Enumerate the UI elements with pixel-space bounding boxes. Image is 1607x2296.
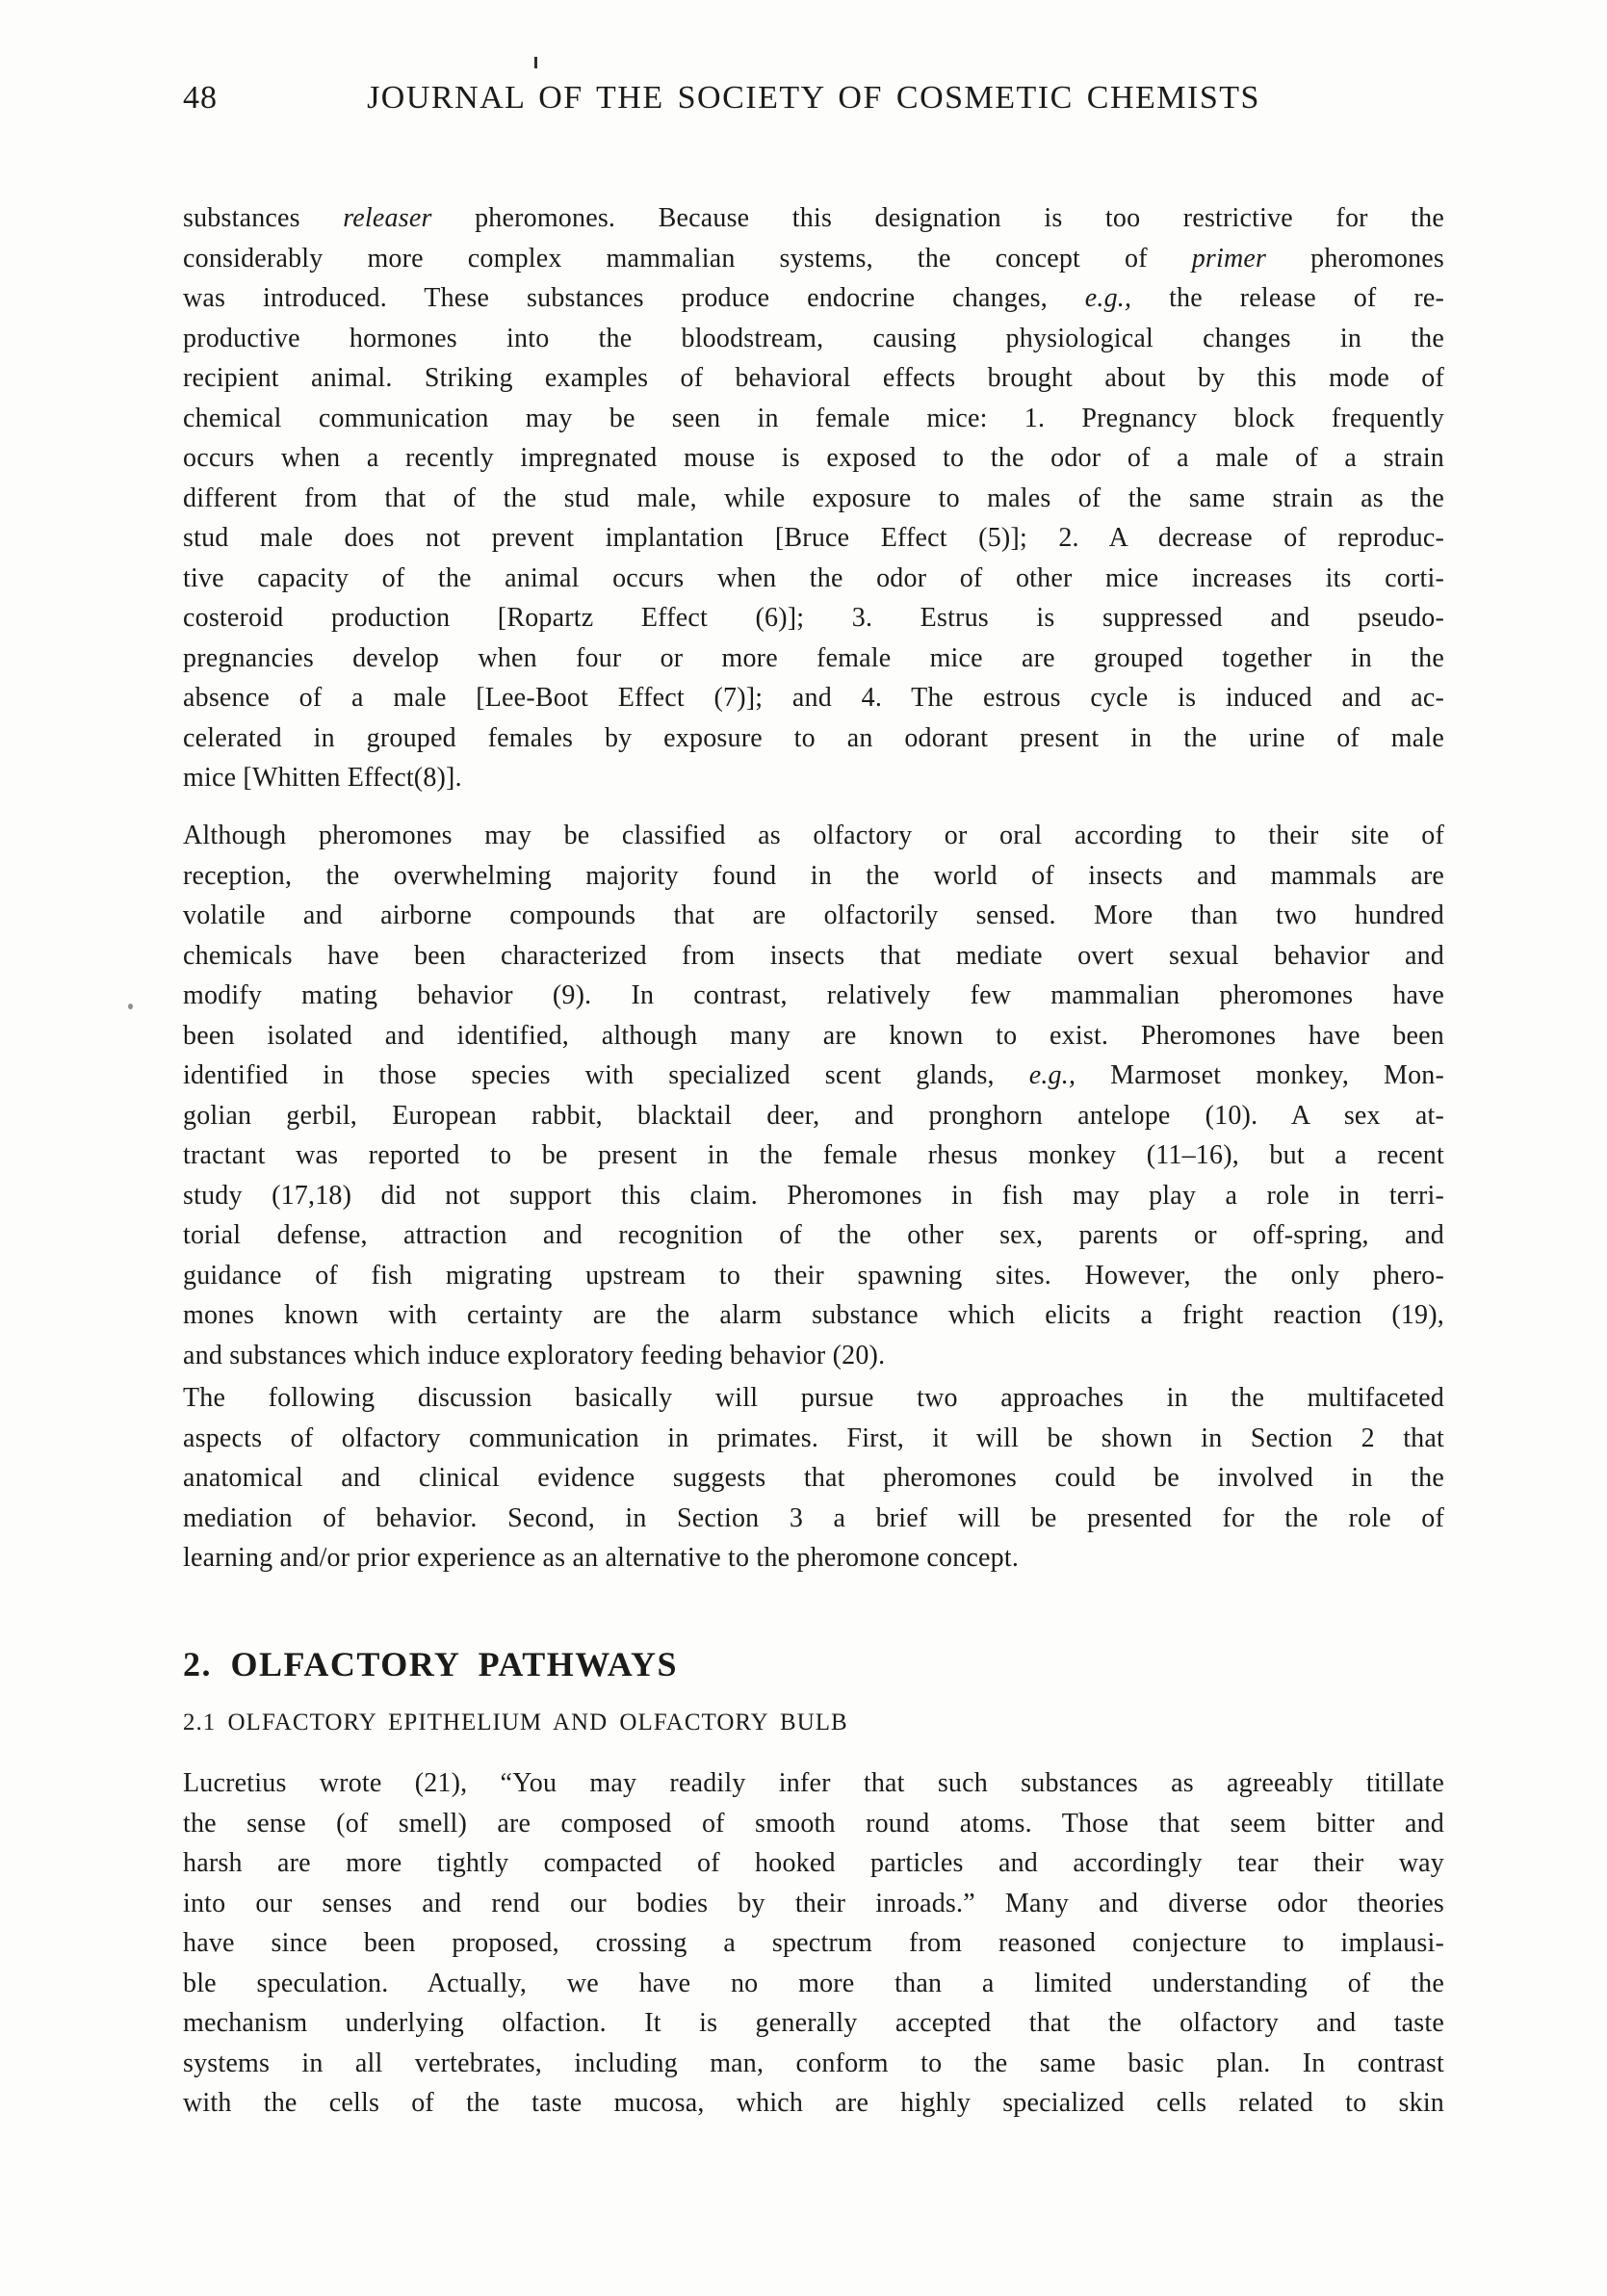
page-header bbox=[183, 77, 1444, 121]
subsection-heading: 2.1 OLFACTORY EPITHELIUM AND OLFACTORY BULB bbox=[183, 1709, 848, 1735]
text-line: considerably more complex mammalian systems, the concept of primer pheromones bbox=[183, 243, 1444, 274]
page-number: 48 bbox=[183, 80, 218, 116]
text-line: celerated in grouped females by exposure to an odorant present in the urine of male bbox=[183, 722, 1444, 753]
text-line: guidance of fish migrating upstream to their spawning sites. However, the only phero- bbox=[183, 1260, 1444, 1291]
text-line: productive hormones into the bloodstream, causing physiological changes in the bbox=[183, 323, 1444, 353]
text-line: golian gerbil, European rabbit, blacktail deer, and pronghorn antelope (10). A sex at- bbox=[183, 1100, 1444, 1131]
text-line: mechanism underlying olfaction. It is generally accepted that the olfactory and taste bbox=[183, 2008, 1444, 2038]
text-line: chemicals have been characterized from insects that mediate overt sexual behavior and bbox=[183, 940, 1444, 971]
text-line: Lucretius wrote (21), “You may readily infer that such substances as agreeably titillate bbox=[183, 1768, 1444, 1798]
text-line: systems in all vertebrates, including man, conform to the same basic plan. In contrast bbox=[183, 2048, 1444, 2078]
text-line: mice [Whitten Effect(8)]. bbox=[183, 763, 462, 793]
text-line: torial defense, attraction and recognition of the other sex, parents or off-spring, and bbox=[183, 1220, 1444, 1250]
text-line: occurs when a recently impregnated mouse is exposed to the odor of a male of a strain bbox=[183, 443, 1444, 473]
text-line: reception, the overwhelming majority found in the world of insects and mammals are bbox=[183, 860, 1444, 891]
text-line: modify mating behavior (9). In contrast, relatively few mammalian pheromones have bbox=[183, 980, 1444, 1010]
text-line: harsh are more tightly compacted of hooked particles and accordingly tear their way bbox=[183, 1848, 1444, 1878]
text-line: chemical communication may be seen in female mice: 1. Pregnancy block frequently bbox=[183, 403, 1444, 433]
paragraph-releaser-pheromones bbox=[183, 198, 1444, 798]
text-line: with the cells of the taste mucosa, which are highly specialized cells related to skin bbox=[183, 2088, 1444, 2118]
running-head: JOURNAL OF THE SOCIETY OF COSMETIC CHEMISTS bbox=[367, 80, 1260, 116]
text-line: been isolated and identified, although many are known to exist. Pheromones have been bbox=[183, 1020, 1444, 1051]
text-line: tive capacity of the animal occurs when the odor of other mice increases its corti- bbox=[183, 562, 1444, 593]
text-line: study (17,18) did not support this claim. Pheromones in fish may play a role in terri- bbox=[183, 1180, 1444, 1211]
text-line: recipient animal. Striking examples of behavioral effects brought about by this mode of bbox=[183, 363, 1444, 393]
text-line: costeroid production [Ropartz Effect (6)]; 3. Estrus is suppressed and pseudo- bbox=[183, 603, 1444, 633]
text-line: Although pheromones may be classified as olfactory or oral according to their site of bbox=[183, 821, 1444, 850]
text-line: identified in those species with specialized scent glands, e.g., Marmoset monkey, Mon- bbox=[183, 1060, 1445, 1090]
text-line: the sense (of smell) are composed of smooth round atoms. Those that seem bitter and bbox=[183, 1808, 1444, 1839]
text-line: tractant was reported to be present in the female rhesus monkey (11–16), but a recent bbox=[183, 1140, 1444, 1170]
text-line: aspects of olfactory communication in primates. First, it will be shown in Section 2 that bbox=[183, 1422, 1444, 1453]
text-line: volatile and airborne compounds that are olfactorily sensed. More than two hundred bbox=[183, 900, 1444, 930]
text-line: have since been proposed, crossing a spectrum from reasoned conjecture to implausi- bbox=[183, 1928, 1444, 1958]
text-line: and substances which induce exploratory feeding behavior (20). bbox=[183, 1340, 886, 1370]
text-line: absence of a male [Lee-Boot Effect (7)]; and 4. The estrous cycle is induced and ac- bbox=[183, 683, 1444, 713]
text-line: stud male does not prevent implantation [Bruce Effect (5)]; 2. A decrease of reproduc- bbox=[183, 523, 1444, 553]
text-line: learning and/or prior experience as an alternative to the pheromone concept. bbox=[183, 1543, 1020, 1573]
text-line: anatomical and clinical evidence suggests that pheromones could be involved in the bbox=[183, 1463, 1444, 1493]
text-line: The following discussion basically will pursue two approaches in the multifaceted bbox=[183, 1383, 1444, 1413]
text-line: different from that of the stud male, while exposure to males of the same strain as the bbox=[183, 483, 1444, 513]
scan-artifact bbox=[128, 1004, 133, 1009]
text-line: into our senses and rend our bodies by their inroads.” Many and diverse odor theories bbox=[183, 1888, 1444, 1918]
text-line: ble speculation. Actually, we have no more than a limited understanding of the bbox=[183, 1968, 1444, 1998]
paragraph-lucretius bbox=[183, 1763, 1444, 2124]
text-line: mediation of behavior. Second, in Section 3 a brief will be presented for the role of bbox=[183, 1502, 1444, 1533]
paragraph-pheromone-classification bbox=[183, 816, 1444, 1375]
paragraph-discussion-overview bbox=[183, 1378, 1444, 1578]
text-line: was introduced. These substances produce endocrine changes, e.g., the release of re- bbox=[183, 283, 1444, 313]
text-line: pregnancies develop when four or more female mice are grouped together in the bbox=[183, 642, 1444, 673]
section-heading: 2. OLFACTORY PATHWAYS bbox=[183, 1645, 678, 1683]
text-line: substances releaser pheromones. Because this designation is too restrictive for the bbox=[183, 203, 1444, 233]
scan-artifact bbox=[534, 57, 537, 68]
text-line: mones known with certainty are the alarm substance which elicits a fright reaction (19), bbox=[183, 1300, 1444, 1330]
